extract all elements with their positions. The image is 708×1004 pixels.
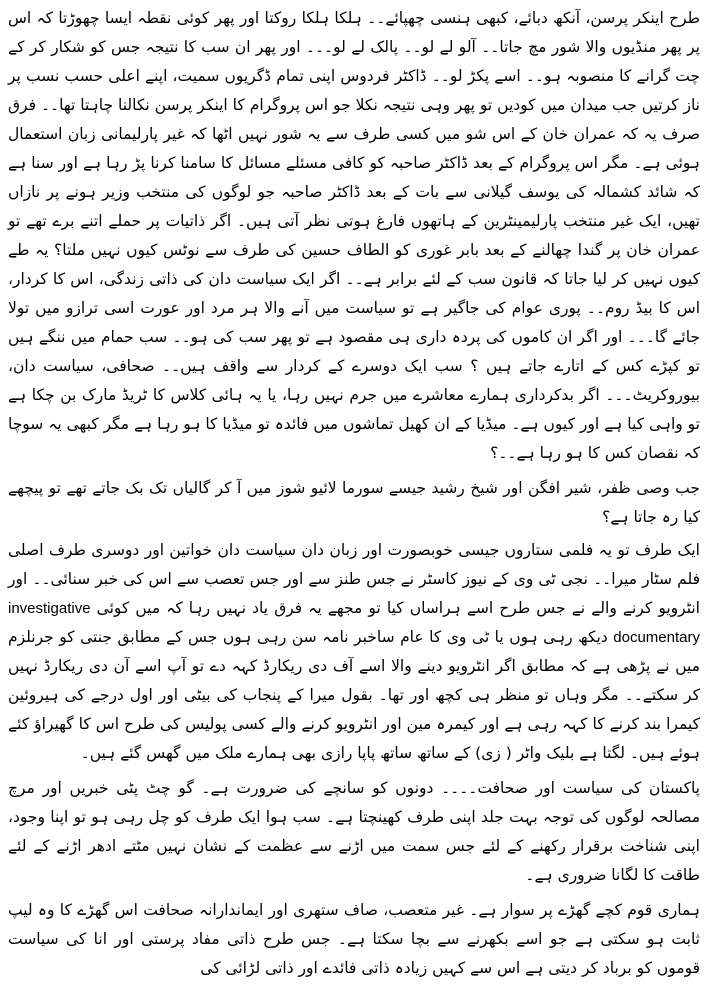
paragraph-1: طرح اینکر پرسن، آنکھ دبائے، کبھی ہنسی چھپائے۔۔ ہلکا ہلکا روکتا اور پھر کوئی نقطہ ایسا چھوڑتا کہ اس پر پھر منڈیوں والا شور مچ جاتا۔۔ آلو لے لو۔۔ پالک لے لو۔۔۔ اور پھر ان سب کا نتیجہ جس کو شکار کر کے چت گرانے کا منصوبہ ہو۔۔ اسے پکڑ لو۔۔ ڈاکٹر فردوس اپنی تمام ڈگریوں سمیت، اپنے اعلی حسب نسب پر ناز کرتیں جب میدان میں کودیں تو پھر وہی نتیجہ نکلا جو اس پروگرام کا اینکر پرسن نکالنا چاہتا تھا۔۔ فرق صرف یہ کہ عمران خان کے اس شو میں کسی طرف سے یہ شور نہیں اٹھا کہ غیر پارلیمانی زبان استعمال ہوئی ہے۔ مگر اس پروگرام کے بعد ڈاکٹر صاحبہ کو کافی مسئلے مسائل کا سامنا کرنا پڑ رہا ہے اور سنا ہے کہ شائد کشمالہ کی یوسف گیلانی سے بات کے بعد ڈاکٹر صاحبہ جو لوگوں کی منتخب وزیر ہونے پر نازاں تھیں، ایک غیر منتخب پارلیمینٹرین کے ہاتھوں فارغ ہوتی نظر آتی ہیں۔ اگر ذاتیات پر حملے اتنے برے تھے تو عمران خان پر گندا چھالنے کے بعد بابر غوری کو الطاف حسین کی طرف سے نوٹس کیوں نہیں ملتا؟ یہ طے کیوں نہیں کر لیا جاتا کہ قانون سب کے لئے برابر ہے۔۔ اگر ایک سیاست دان کی ذاتی زندگی، اس کا کردار، اس کا بیڈ روم۔۔ پوری عوام کی جاگیر ہے تو سیاست میں آنے والا ہر مرد اور عورت اسی ترازو میں تولا جائے گا۔۔۔ اور اگر ان کاموں کی پردہ داری ہی مقصود ہے تو پھر سب کی ہو۔۔ سب حمام میں ننگے ہیں تو کپڑے کس کے اتارے جاتے ہیں ؟ سب ایک دوسرے کے کردار سے واقف ہیں۔۔ صحافی، سیاست دان، بیوروکریٹ۔۔۔ اگر بدکرداری ہمارے معاشرے میں جرم نہیں رہا، یا یہ ہائی کلاس کا ٹریڈ مارک بن چکا ہے تو واہی کیا ہے اور کیوں ہے۔ میڈیا کے ان کھیل تماشوں میں فائدہ تو میڈیا کا ہو رہا ہے مگر کبھی یہ سوچا کہ نقصان کس کا ہو رہا ہے۔۔؟ bbox=[8, 9, 700, 462]
article-body bbox=[8, 4, 700, 989]
english-phrase: investigative documentary bbox=[8, 600, 700, 646]
paragraph-4: پاکستان کی سیاست اور صحافت۔۔۔۔ دونوں کو سانچے کی ضرورت ہے۔ گو چٹ پٹی خبریں اور مرچ مصالحہ لوگوں کی توجہ بہت جلد اپنی طرف کھینچتا ہے۔ سب ہوا ایک طرف کو چل رہی ہو تو اپنا وجود، اپنی شناخت برقرار رکھنے کے لئے جس سمت میں اڑنے سے عظمت کے نشان نہیں مٹتے ادھر اڑنے کے لئے طاقت کا لگانا ضروری ہے۔ bbox=[8, 779, 700, 884]
paragraph-3 bbox=[8, 536, 700, 768]
paragraph-2: جب وصی ظفر، شیر افگن اور شیخ رشید جیسے سورما لائیو شوز میں آ کر گالیاں تک بک جاتے تھے تو پیچھے کیا رہ جاتا ہے؟ bbox=[8, 479, 700, 526]
paragraph-3-part-2: دیکھ رہی ہوں یا ٹی وی کا عام ساخبر نامہ سن رہی ہوں جس کے مطابق جنتی کو جرنلزم میں نے پڑھی ہے کہ مطابق اگر انٹرویو دینے والا اسے آف دی ریکارڈ کہہ دے تو آپ اسے آن دی ریکارڈ نہیں کر سکتے۔۔ مگر وہاں تو منظر ہی کچھ اور تھا۔ بقول میرا کے پنجاب کی بیٹی اور اول درجے کی ہیروئین کیمرا بند کرنے کا کہہ رہی ہے اور کیمرہ مین اور انٹرویو کرنے والے کسی پولیس کی طرح اس کا گھیراؤ کئے ہوئے ہیں۔ لگتا ہے بلیک واٹر ( زی) کے ساتھ ساتھ پاپا رازی بھی ہمارے ملک میں گھس گئے ہیں۔ bbox=[8, 628, 700, 762]
paragraph-3-part-1: ایک طرف تو یہ فلمی ستاروں جیسی خوبصورت اور زبان دان سیاست دان خواتین اور دوسری طرف اصلی فلم سٹار میرا۔۔ نجی ٹی وی کے نیوز کاسٹر نے جس طنز سے اور جس تعصب سے اس کی خبر سنائی۔۔ اور انٹرویو کرنے والے نے جس طرح اسے ہراساں کیا تو مجھے یہ فرق یاد نہیں رہا کہ میں کوئی bbox=[8, 541, 700, 617]
paragraph-5: ہماری قوم کچے گھڑے پر سوار ہے۔ غیر متعصب، صاف ستھری اور ایماندارانہ صحافت اس گھڑے کا وہ لیپ ثابت ہو سکتی ہے جو اسے بکھرنے سے بچا سکتا ہے۔ جس طرح ذاتی مفاد پرستی اور انا کی سیاست قوموں کو برباد کر دیتی ہے اس سے کہیں زیادہ ذاتی فائدے اور ذاتی لڑائی کی bbox=[8, 901, 700, 977]
